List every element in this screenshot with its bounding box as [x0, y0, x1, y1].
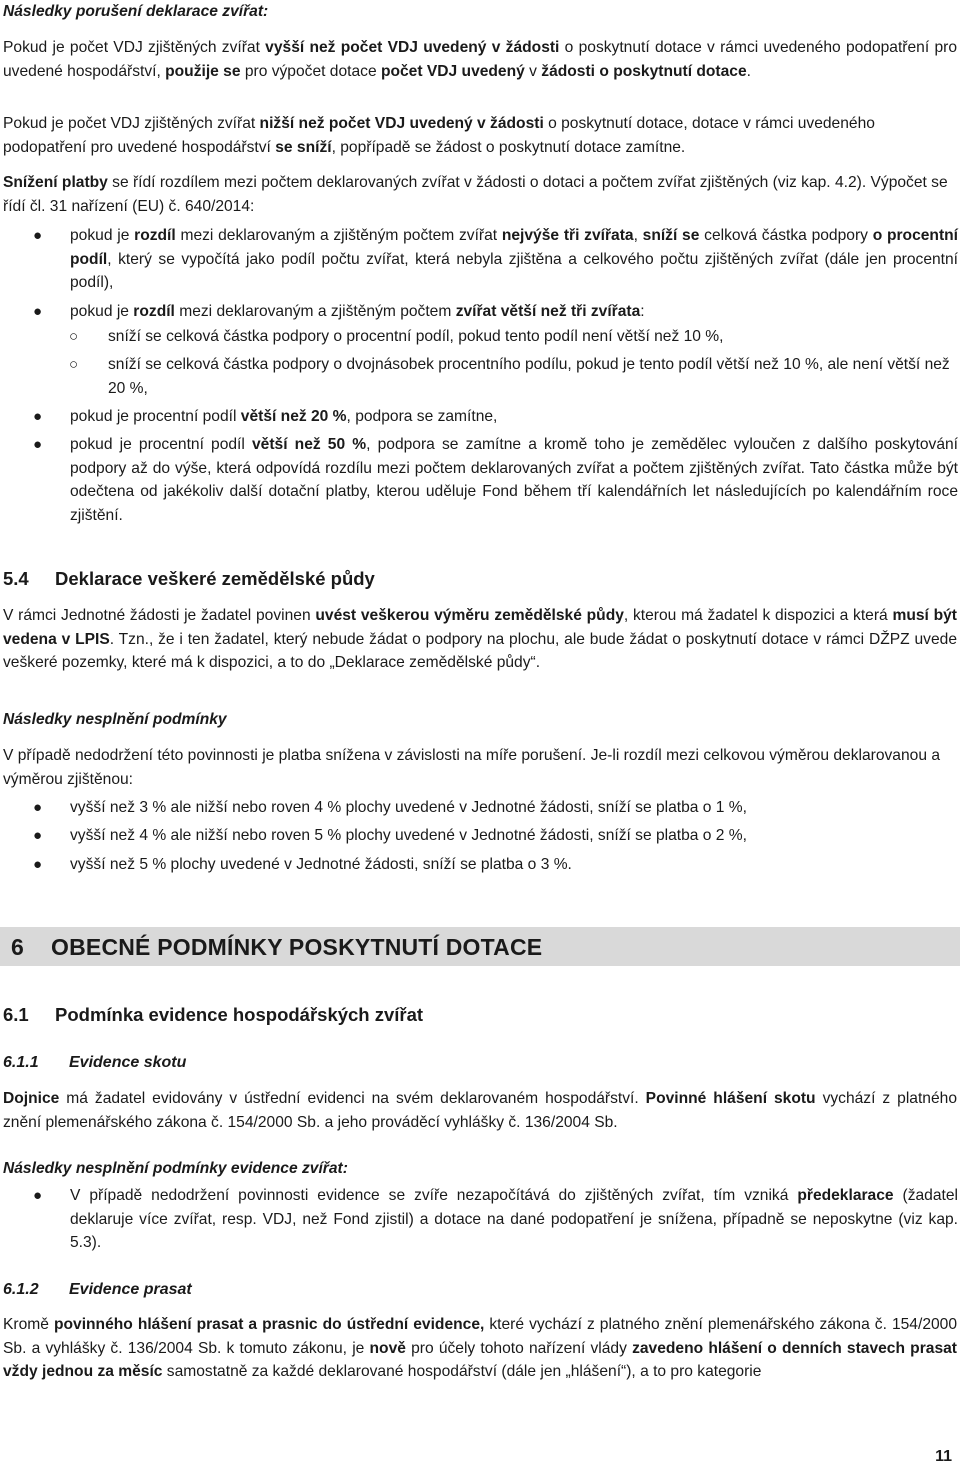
paragraph-heading: Následky porušení deklarace zvířat:	[3, 3, 269, 20]
sub-list-item: sníží se celková částka podpory o dvojnásobek procentního podílu, pokud je tento podíl větší než 10 %, ale není větší než 20 %,	[108, 356, 950, 397]
list-item: vyšší než 4 % ale nižší nebo roven 5 % plochy uvedené v Jednotné žádosti, sníží se platba o 2 %,	[70, 827, 747, 844]
page-number: 11	[935, 1448, 952, 1465]
list-item: V případě nedodržení povinnosti evidence se zvíře nezapočítává do zjištěných zvířat, tím vzniká předeklarace (žadatel deklaruje více zvířat, resp. VDJ, než Fond zjistil) a dotace na dané podopatření je snížena, případně se neposkytne (viz kap. 5.3).	[70, 1187, 958, 1251]
bullet-icon: ●	[33, 436, 43, 453]
sub-bullet-icon: ○	[69, 356, 79, 373]
paragraph-heading: Následky nesplnění podmínky evidence zvířat:	[3, 1160, 348, 1177]
chapter-heading: 6 OBECNÉ PODMÍNKY POSKYTNUTÍ DOTACE	[11, 934, 543, 960]
paragraph: Dojnice má žadatel evidovány v ústřední evidenci na svém deklarovaném hospodářství. Povinné hlášení skotu vychází z platného znění plemenářského zákona č. 154/2000 Sb. a jeho prováděcí vyhlášky č. 136/2004 Sb.	[3, 1090, 957, 1131]
sub-bullet-icon: ○	[69, 328, 79, 345]
bullet-icon: ●	[33, 799, 43, 816]
bullet-icon: ●	[33, 303, 43, 320]
paragraph: Pokud je počet VDJ zjištěných zvířat vyšší než počet VDJ uvedený v žádosti o poskytnutí dotace v rámci uvedeného podopatření pro uvedené hospodářství, použije se pro výpočet dotace počet VDJ uvedený v žádosti o poskytnutí dotace.	[3, 39, 957, 80]
subsection-heading: 6.1.2 Evidence prasat	[3, 1281, 192, 1298]
paragraph: Kromě povinného hlášení prasat a prasnic do ústřední evidence, které vychází z platného znění plemenářského zákona č. 154/2000 Sb. a vyhlášky č. 136/2004 Sb. k tomuto zákonu, je nově pro účely tohoto nařízení vlády zavedeno hlášení o denních stavech prasat vždy jednou za měsíc samostatně za každé deklarované hospodářství (dále jen „hlášení“), a to pro kategorie	[3, 1316, 958, 1380]
list-item: pokud je rozdíl mezi deklarovaným a zjištěným počtem zvířat větší než tři zvířata:	[70, 303, 645, 320]
list-item: vyšší než 3 % ale nižší nebo roven 4 % plochy uvedené v Jednotné žádosti, sníží se platba o 1 %,	[70, 799, 747, 816]
bullet-icon: ●	[33, 827, 43, 844]
paragraph: Pokud je počet VDJ zjištěných zvířat nižší než počet VDJ uvedený v žádosti o poskytnutí dotace, dotace v rámci uvedeného podopatření pro uvedené hospodářství se sníží, popřípadě se žádost o poskytnutí dotace zamítne.	[3, 115, 875, 156]
subsection-heading: 6.1.1 Evidence skotu	[3, 1054, 187, 1071]
section-heading: 6.1 Podmínka evidence hospodářských zvířat	[3, 1004, 424, 1025]
bullet-icon: ●	[33, 408, 43, 425]
section-heading: 5.4 Deklarace veškeré zemědělské půdy	[3, 568, 375, 589]
paragraph-heading: Následky nesplnění podmínky	[3, 711, 227, 728]
paragraph: V případě nedodržení této povinnosti je platba snížena v závislosti na míře porušení. Je-li rozdíl mezi celkovou výměrou deklarovanou a výměrou zjištěnou:	[3, 747, 940, 788]
bullet-icon: ●	[33, 856, 43, 873]
paragraph: Snížení platby se řídí rozdílem mezi počtem deklarovaných zvířat v žádosti o dotaci a počtem zvířat zjištěných (viz kap. 4.2). Výpočet se řídí čl. 31 nařízení (EU) č. 640/2014:	[3, 174, 948, 215]
list-item: pokud je rozdíl mezi deklarovaným a zjištěným počtem zvířat nejvýše tři zvířata, sníží se celková částka podpory o procentní podíl, který se vypočítá jako podíl počtu zvířat, která nebyla zjištěna a celkového počtu zjištěných zvířat (dále jen procentní podíl),	[70, 227, 958, 291]
paragraph: V rámci Jednotné žádosti je žadatel povinen uvést veškerou výměru zemědělské půdy, kterou má žadatel k dispozici a která musí být vedena v LPIS. Tzn., že i ten žadatel, který nebude žádat o podpory na plochu, ale bude žádat o poskytnutí dotace v rámci DŽPZ uvede veškeré pozemky, které má k dispozici, a to do „Deklarace zemědělské půdy“.	[3, 607, 957, 671]
bullet-icon: ●	[33, 227, 43, 244]
list-item: vyšší než 5 % plochy uvedené v Jednotné žádosti, sníží se platba o 3 %.	[70, 856, 572, 873]
sub-list-item: sníží se celková částka podpory o procentní podíl, pokud tento podíl není větší než 10 %,	[108, 328, 724, 345]
list-item: pokud je procentní podíl větší než 20 %, podpora se zamítne,	[70, 408, 498, 425]
list-item: pokud je procentní podíl větší než 50 %, podpora se zamítne a kromě toho je zemědělec vyloučen z dalšího poskytování podpory až do výše, která odpovídá rozdílu mezi počtem deklarovaných zvířat a počtem zjištěných zvířat. Tato částka může být odečtena od jakékoliv další dotační platby, kterou uděluje Fond během tří kalendářních let následujících po kalendářním roce zjištění.	[70, 436, 958, 524]
bullet-icon: ●	[33, 1187, 43, 1204]
